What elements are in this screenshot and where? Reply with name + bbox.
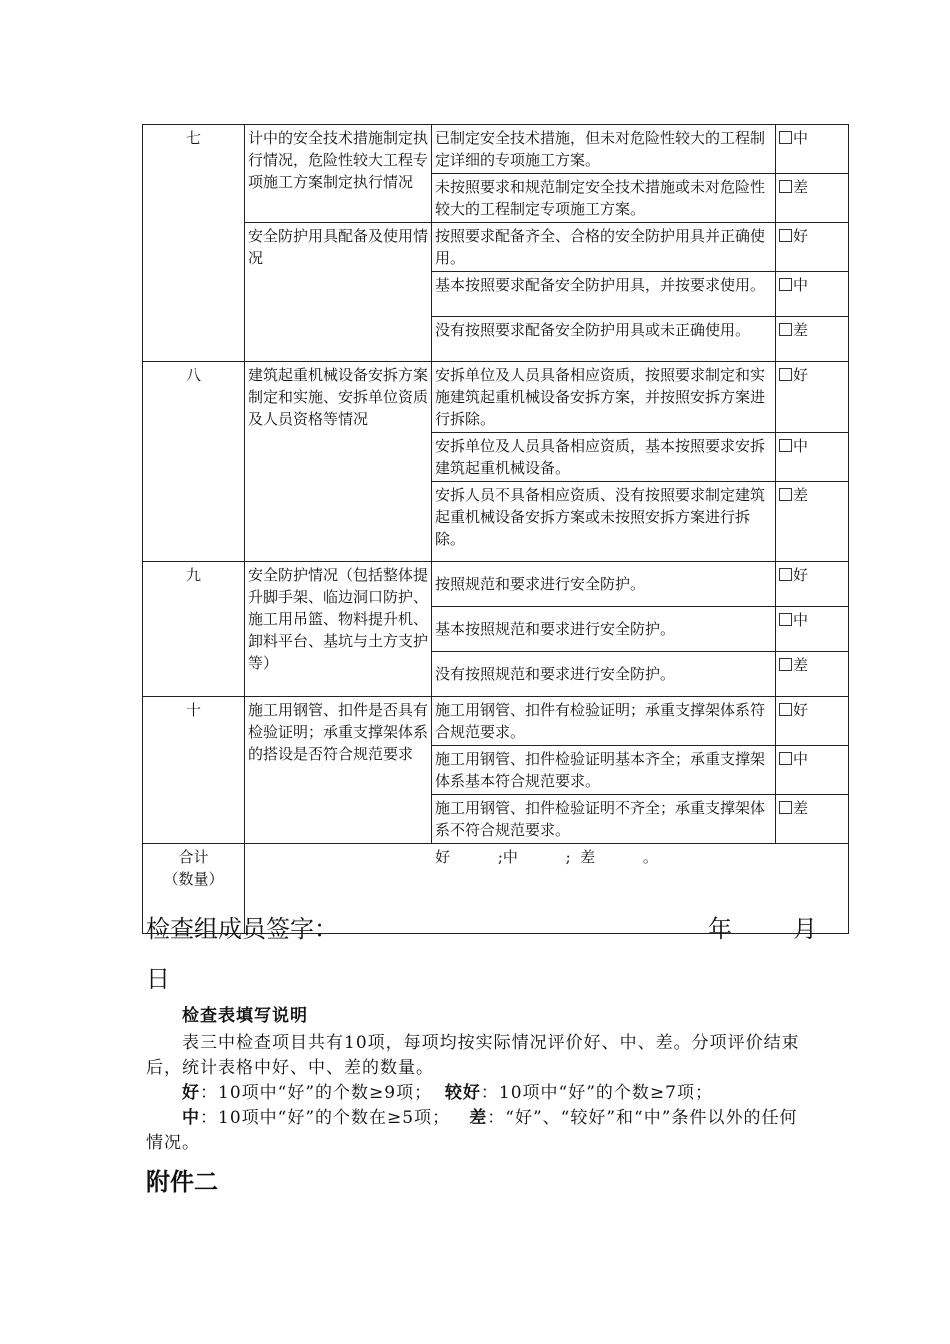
- criteria-text: 施工用钢管、扣件有检验证明；承重支撑架体系符合规范要求。: [432, 697, 776, 746]
- row-number-9: 九: [143, 562, 245, 697]
- row-number-10: 十: [143, 697, 245, 844]
- criteria-text: 安拆单位及人员具备相应资质，按照要求制定和实施建筑起重机械设备安拆方案，并按照安拆方案进行拆除。: [432, 362, 776, 433]
- checkbox-icon: [779, 568, 792, 581]
- appendix-heading: 附件二: [146, 1168, 218, 1196]
- checkbox-icon: [779, 488, 792, 501]
- grade-checkbox-poor[interactable]: 差: [776, 652, 849, 697]
- checkbox-icon: [779, 278, 792, 291]
- total-label: 合计 （数量）: [143, 844, 245, 934]
- criteria-text: 已制定安全技术措施，但未对危险性较大的工程制定详细的专项施工方案。: [432, 125, 776, 174]
- grade-checkbox-poor[interactable]: 差: [776, 795, 849, 844]
- item-description: 安全防护用具配备及使用情况: [245, 223, 432, 362]
- checkbox-icon: [779, 180, 792, 193]
- grade-checkbox-medium[interactable]: 中: [776, 433, 849, 482]
- instructions-paragraph: 表三中检查项目共有10项，每项均按实际情况评价好、中、差。分项评价结束后，统计表格中好、中、差的数量。: [146, 1033, 800, 1078]
- grade-checkbox-good[interactable]: 好: [776, 562, 849, 607]
- table-row: [143, 562, 849, 607]
- row-number-7: 七: [143, 125, 245, 362]
- criteria-text: 安拆单位及人员具备相应资质，基本按照要求安拆建筑起重机械设备。: [432, 433, 776, 482]
- checkbox-icon: [779, 752, 792, 765]
- criteria-text: 没有按照规范和要求进行安全防护。: [432, 652, 776, 697]
- checkbox-icon: [779, 613, 792, 626]
- grade-checkbox-medium[interactable]: 中: [776, 746, 849, 795]
- grade-checkbox-medium[interactable]: 中: [776, 125, 849, 174]
- item-description: 施工用钢管、扣件是否具有检验证明；承重支撑架体系的搭设是否符合规范要求: [245, 697, 432, 844]
- table-row: [143, 223, 849, 272]
- item-description: 计中的安全技术措施制定执行情况，危险性较大工程专项施工方案制定执行情况: [245, 125, 432, 223]
- checkbox-icon: [779, 368, 792, 381]
- row-number-8: 八: [143, 362, 245, 562]
- criteria-text: 按照规范和要求进行安全防护。: [432, 562, 776, 607]
- grade-checkbox-poor[interactable]: 差: [776, 317, 849, 362]
- grade-checkbox-medium[interactable]: 中: [776, 272, 849, 317]
- grade-checkbox-good[interactable]: 好: [776, 362, 849, 433]
- grade-checkbox-poor[interactable]: 差: [776, 174, 849, 223]
- criteria-text: 安拆人员不具备相应资质、没有按照要求制定建筑起重机械设备安拆方案或未按照安拆方案进行拆除。: [432, 482, 776, 562]
- instructions-title: 检查表填写说明: [182, 1006, 308, 1026]
- table-row: [143, 125, 849, 174]
- grade-checkbox-good[interactable]: 好: [776, 697, 849, 746]
- inspection-table: [142, 124, 849, 934]
- item-description: 建筑起重机械设备安拆方案制定和实施、安拆单位资质及人员资格等情况: [245, 362, 432, 562]
- grade-checkbox-poor[interactable]: 差: [776, 482, 849, 562]
- signature-line: [146, 914, 818, 944]
- signature-date: 年 月: [708, 915, 818, 943]
- checkbox-icon: [779, 229, 792, 242]
- criteria-text: 按照要求配备齐全、合格的安全防护用具并正确使用。: [432, 223, 776, 272]
- checkbox-icon: [779, 801, 792, 814]
- criteria-text: 基本按照规范和要求进行安全防护。: [432, 607, 776, 652]
- criteria-text: 施工用钢管、扣件检验证明不齐全；承重支撑架体系不符合规范要求。: [432, 795, 776, 844]
- signature-label: 检查组成员签字：: [146, 915, 338, 943]
- checkbox-icon: [779, 658, 792, 671]
- rating-criteria-2: 中：10项中“好”的个数在≥5项； 差：“好”、“较好”和“中”条件以外的任何情况。: [146, 1108, 798, 1153]
- checkbox-icon: [779, 703, 792, 716]
- item-description: 安全防护情况（包括整体提升脚手架、临边洞口防护、施工用吊篮、物料提升机、卸料平台、基坑与土方支护等）: [245, 562, 432, 697]
- signature-day: 日: [146, 965, 170, 993]
- grade-checkbox-medium[interactable]: 中: [776, 607, 849, 652]
- instructions: [146, 1004, 806, 1156]
- checkbox-icon: [779, 323, 792, 336]
- criteria-text: 未按照要求和规范制定安全技术措施或未对危险性较大的工程制定专项施工方案。: [432, 174, 776, 223]
- table-row: [143, 697, 849, 746]
- grade-checkbox-good[interactable]: 好: [776, 223, 849, 272]
- criteria-text: 基本按照要求配备安全防护用具，并按要求使用。: [432, 272, 776, 317]
- checkbox-icon: [779, 131, 792, 144]
- checkbox-icon: [779, 439, 792, 452]
- criteria-text: 施工用钢管、扣件检验证明基本齐全；承重支撑架体系基本符合规范要求。: [432, 746, 776, 795]
- total-value[interactable]: 好 ;中 ; 差 。: [245, 844, 849, 934]
- criteria-text: 没有按照要求配备安全防护用具或未正确使用。: [432, 317, 776, 362]
- table-row: [143, 362, 849, 433]
- rating-criteria-1: 好：10项中“好”的个数≥9项； 较好：10项中“好”的个数≥7项；: [182, 1083, 713, 1103]
